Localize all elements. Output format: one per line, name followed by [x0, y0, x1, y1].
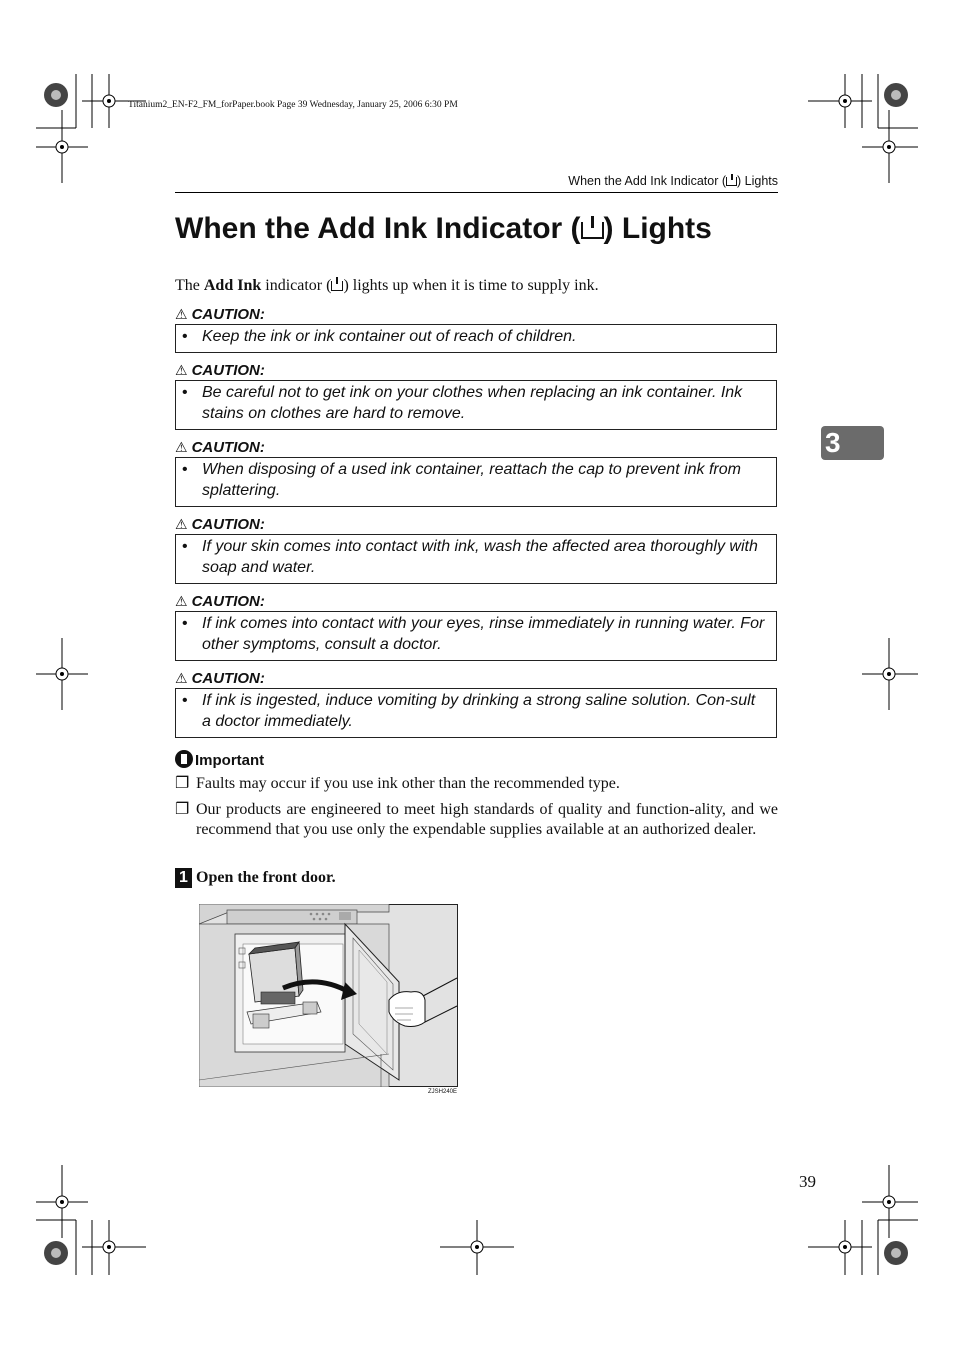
note-text: Faults may occur if you use ink other than the recommended type. [196, 775, 620, 792]
caution-box [175, 324, 777, 353]
caution-text: If ink comes into contact with your eyes, rinse immediately in running water. For other symptoms, consult a doctor. [202, 615, 765, 653]
caution-label: CAUTION: [191, 593, 265, 610]
bullet-icon: • [182, 461, 188, 478]
bullet-icon: • [182, 538, 188, 555]
page-number: 39 [799, 1172, 816, 1191]
add-ink-icon [726, 177, 737, 186]
bullet-icon: • [182, 328, 188, 345]
caution-heading [175, 593, 265, 610]
intro-bold-term: Add Ink [203, 277, 262, 294]
caution-heading [175, 670, 265, 687]
intro-text-middle: indicator ( [261, 277, 332, 294]
header-rule [175, 192, 778, 193]
caution-box [175, 380, 777, 430]
important-heading [175, 750, 264, 769]
caution-label: CAUTION: [191, 306, 265, 323]
intro-text-after: ) lights up when it is time to supply ink. [343, 277, 599, 294]
caution-text: Keep the ink or ink container out of reach of children. [202, 328, 577, 345]
print-metadata: Titanium2_EN-F2_FM_forPaper.book Page 39 Wednesday, January 25, 2006 6:30 PM [128, 100, 458, 110]
caution-text: If your skin comes into contact with ink, wash the affected area thoroughly with soap and water. [202, 538, 758, 576]
caution-label: CAUTION: [191, 362, 265, 379]
caution-text: When disposing of a used ink container, reattach the cap to prevent ink from splattering. [202, 461, 741, 499]
caution-heading [175, 362, 265, 379]
important-icon [175, 750, 193, 768]
warning-triangle-icon: ⚠ [175, 670, 188, 686]
caution-box [175, 688, 777, 738]
warning-triangle-icon: ⚠ [175, 306, 188, 322]
caution-box [175, 534, 777, 584]
caution-box [175, 611, 777, 661]
bullet-icon: • [182, 615, 188, 632]
note-text: Our products are engineered to meet high standards of quality and function-ality, and we recommend that you use only the expendable supplies available at an authorized dealer. [196, 801, 778, 838]
warning-triangle-icon: ⚠ [175, 362, 188, 378]
caution-label: CAUTION: [191, 670, 265, 687]
bullet-icon: • [182, 384, 188, 401]
caution-label: CAUTION: [191, 516, 265, 533]
intro-text-before: The [175, 277, 204, 294]
step-1 [175, 868, 336, 888]
important-label: Important [195, 752, 265, 769]
page-title [175, 212, 712, 246]
caution-label: CAUTION: [191, 439, 265, 456]
intro-paragraph [175, 277, 599, 295]
running-header-text-after: ) Lights [737, 174, 778, 188]
warning-triangle-icon: ⚠ [175, 439, 188, 455]
caution-box [175, 457, 777, 507]
running-header [175, 174, 778, 188]
checkbox-icon: ❐ [175, 801, 190, 818]
important-note [175, 774, 778, 794]
caution-heading [175, 516, 265, 533]
running-header-text-before: When the Add Ink Indicator ( [568, 174, 726, 188]
caution-heading [175, 439, 265, 456]
add-ink-icon [331, 281, 343, 291]
caution-text: If ink is ingested, induce vomiting by drinking a strong saline solution. Con-sult a doctor immediately. [202, 692, 756, 730]
caution-text: Be careful not to get ink on your clothes when replacing an ink container. Ink stains on clothes are hard to remove. [202, 384, 743, 422]
chapter-tab: 3 [821, 426, 884, 460]
title-text-before: When the Add Ink Indicator ( [175, 212, 581, 245]
caution-heading [175, 306, 265, 323]
warning-triangle-icon: ⚠ [175, 516, 188, 532]
bullet-icon: • [182, 692, 188, 709]
checkbox-icon: ❐ [175, 775, 190, 792]
figure-code: ZJSH240E [428, 1089, 458, 1095]
warning-triangle-icon: ⚠ [175, 593, 188, 609]
step-text: Open the front door. [196, 869, 336, 886]
step-number: 1 [175, 868, 192, 888]
important-note [175, 800, 778, 839]
add-ink-icon [581, 222, 604, 239]
open-front-door-illustration [199, 904, 458, 1087]
title-text-after: ) Lights [603, 212, 712, 245]
